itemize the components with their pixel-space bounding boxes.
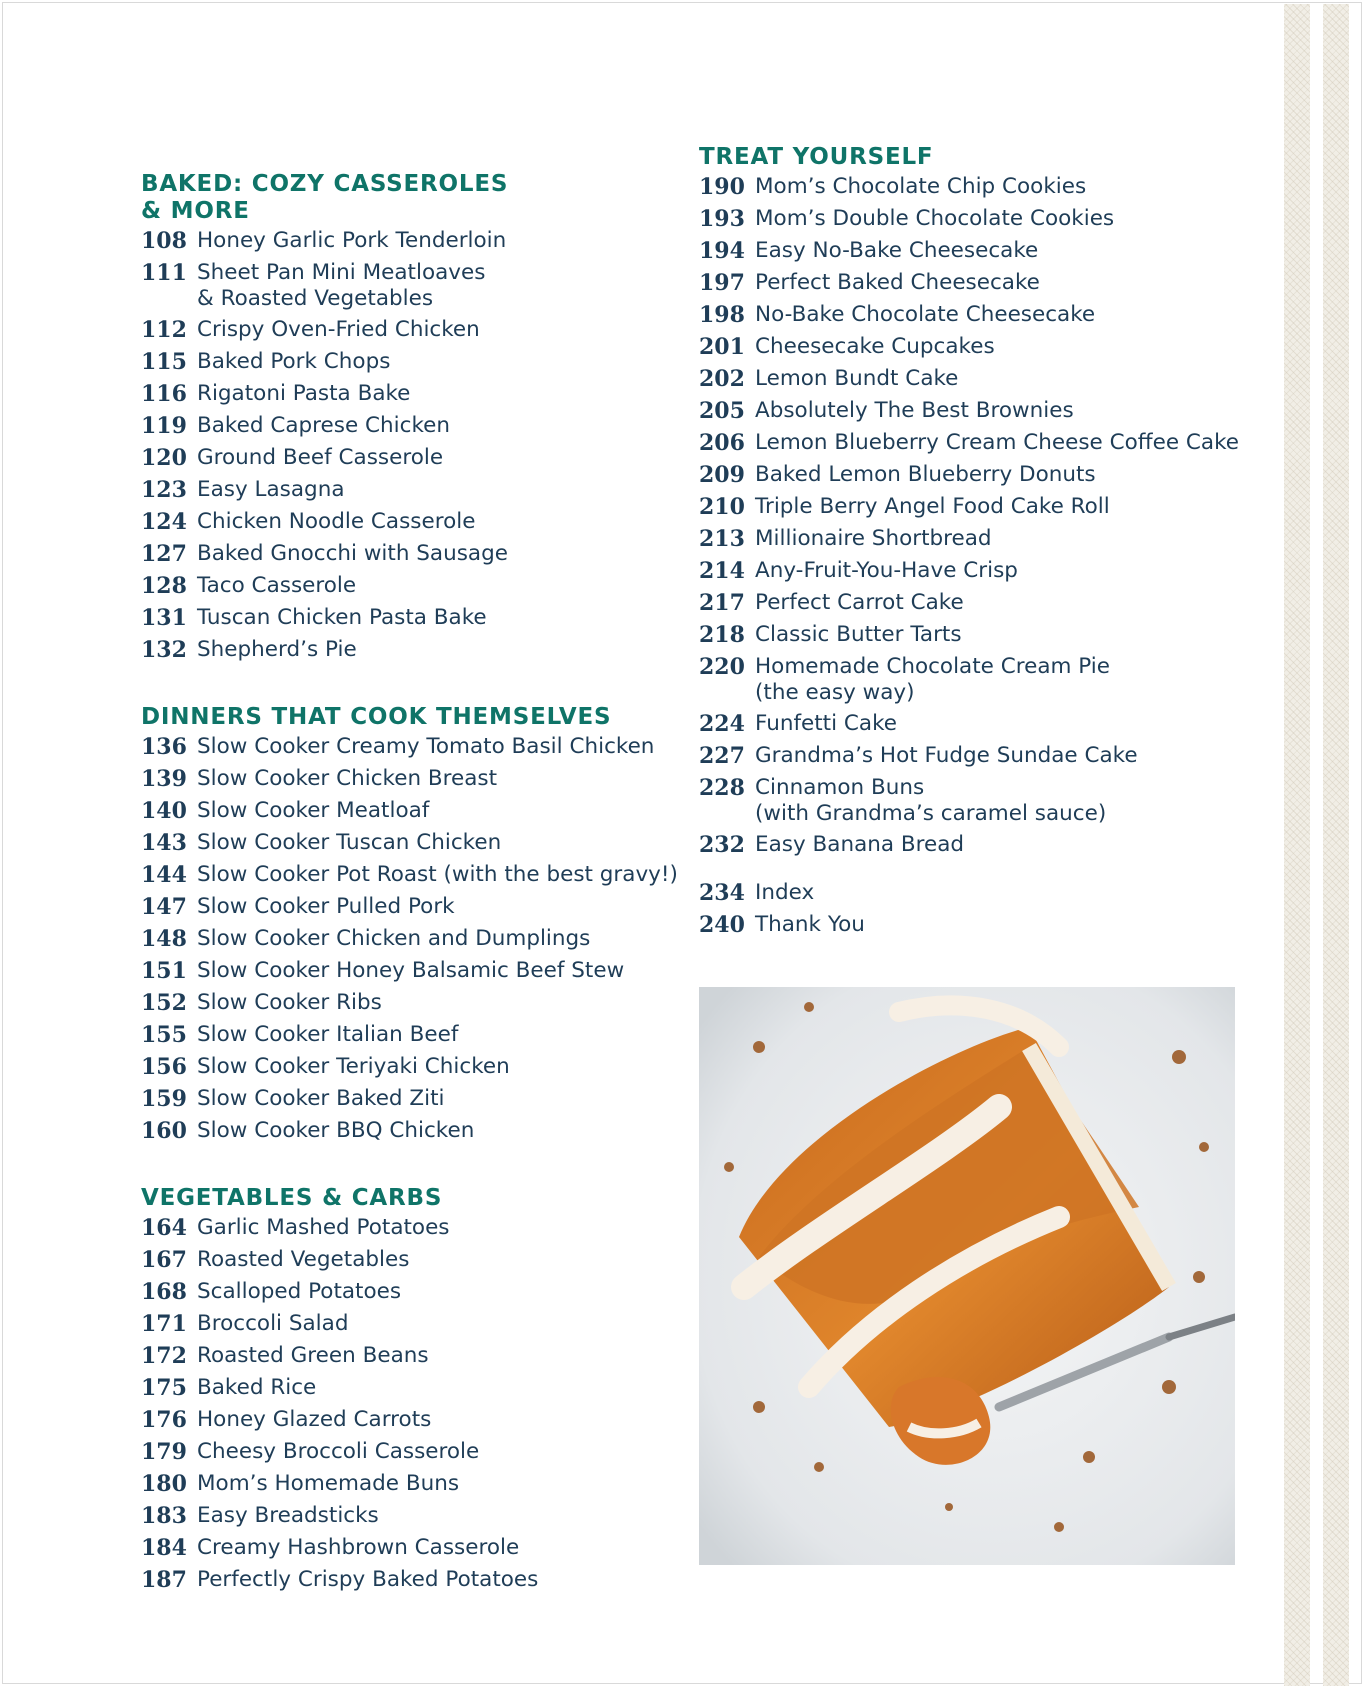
- page-number: 147: [141, 894, 187, 920]
- page-number: 152: [141, 990, 187, 1016]
- toc-entry: [699, 621, 1259, 653]
- entry-title: Chicken Noodle Casserole: [197, 509, 476, 534]
- page-number: 115: [141, 349, 187, 375]
- entry-list: [699, 173, 1259, 863]
- page-number: 234: [699, 880, 745, 906]
- toc-entry: [699, 742, 1259, 774]
- page-number: 193: [699, 206, 745, 232]
- page-number: 190: [699, 174, 745, 200]
- entry-title: Slow Cooker Teriyaki Chicken: [197, 1054, 510, 1079]
- entry-title: Slow Cooker Creamy Tomato Basil Chicken: [197, 734, 655, 759]
- toc-entry: [699, 493, 1259, 525]
- entry-title: Baked Pork Chops: [197, 349, 391, 374]
- entry-title: Taco Casserole: [197, 573, 357, 598]
- toc-entry: [141, 957, 681, 989]
- page-number: 179: [141, 1439, 187, 1465]
- page-number: 127: [141, 541, 187, 567]
- page-number: 167: [141, 1247, 187, 1273]
- page-number: 108: [141, 228, 187, 254]
- section-title-line: BAKED: COZY CASSEROLES & MORE: [141, 171, 509, 224]
- page-number: 124: [141, 509, 187, 535]
- page-number: 175: [141, 1375, 187, 1401]
- toc-entry: [699, 911, 1259, 943]
- page-number: 220: [699, 654, 745, 680]
- page-number: 136: [141, 734, 187, 760]
- toc-entry: [141, 540, 681, 572]
- entry-title: Lemon Blueberry Cream Cheese Coffee Cake: [755, 430, 1239, 455]
- toc-entry: [699, 557, 1259, 589]
- toc-entry: [141, 829, 681, 861]
- entry-title: Slow Cooker Tuscan Chicken: [197, 830, 502, 855]
- page-number: 119: [141, 413, 187, 439]
- entry-title: Roasted Vegetables: [197, 1247, 410, 1272]
- toc-entry: [699, 269, 1259, 301]
- page-number: 184: [141, 1535, 187, 1561]
- entry-title: Perfectly Crispy Baked Potatoes: [197, 1567, 539, 1592]
- toc-entry: [141, 316, 681, 348]
- toc-entry: [141, 476, 681, 508]
- page-number: 214: [699, 558, 745, 584]
- entry-title: Slow Cooker Pot Roast (with the best gravy!): [197, 862, 678, 887]
- toc-entry: [141, 1374, 681, 1406]
- toc-entry: [699, 429, 1259, 461]
- page-number: 187: [141, 1567, 187, 1593]
- page-number: 132: [141, 637, 187, 663]
- page-number: 140: [141, 798, 187, 824]
- page-number: 232: [699, 832, 745, 858]
- entry-title: Scalloped Potatoes: [197, 1279, 402, 1304]
- entry-title: Easy Breadsticks: [197, 1503, 379, 1528]
- page-number: 112: [141, 317, 187, 343]
- entry-title: Baked Rice: [197, 1375, 317, 1400]
- page-number: 155: [141, 1022, 187, 1048]
- entry-title: Garlic Mashed Potatoes: [197, 1215, 450, 1240]
- page-number: 128: [141, 573, 187, 599]
- page-number: 228: [699, 775, 745, 801]
- entry-title: Crispy Oven-Fried Chicken: [197, 317, 480, 342]
- toc-entry: [141, 259, 681, 316]
- section-vegetables: [141, 1185, 681, 1598]
- entry-title: Slow Cooker Honey Balsamic Beef Stew: [197, 958, 625, 983]
- section-dinners: [141, 704, 681, 1149]
- toc-entry: [141, 1246, 681, 1278]
- left-column: [141, 144, 681, 1634]
- entry-title: Tuscan Chicken Pasta Bake: [197, 605, 487, 630]
- toc-entry: [699, 774, 1259, 831]
- page-number: 209: [699, 462, 745, 488]
- page-number: 197: [699, 270, 745, 296]
- page-number: 116: [141, 381, 187, 407]
- page-number: 148: [141, 926, 187, 952]
- toc-entry: [141, 1502, 681, 1534]
- toc-entry: [699, 653, 1259, 710]
- entry-title: Classic Butter Tarts: [755, 622, 962, 647]
- entry-title: Absolutely The Best Brownies: [755, 398, 1074, 423]
- page-number: 171: [141, 1311, 187, 1337]
- toc-entry: [699, 333, 1259, 365]
- section-title: VEGETABLES & CARBS: [141, 1185, 443, 1211]
- entry-title: Funfetti Cake: [755, 711, 898, 736]
- entry-title: Broccoli Salad: [197, 1311, 349, 1336]
- entry-title: Cinnamon Buns (with Grandma’s caramel sauce): [755, 775, 1107, 826]
- entry-title: Roasted Green Beans: [197, 1343, 429, 1368]
- toc-entry: [699, 397, 1259, 429]
- entry-title: Sheet Pan Mini Meatloaves & Roasted Vegetables: [197, 260, 486, 311]
- entry-title: Ground Beef Casserole: [197, 445, 444, 470]
- page-number: 183: [141, 1503, 187, 1529]
- toc-entry: [141, 1406, 681, 1438]
- extra-entry-list: [699, 879, 1259, 943]
- toc-entry: [699, 301, 1259, 333]
- entry-title: Mom’s Chocolate Chip Cookies: [755, 174, 1087, 199]
- page-number: 240: [699, 912, 745, 938]
- page-number: 201: [699, 334, 745, 360]
- carrot-cake-illustration: [699, 987, 1235, 1565]
- entry-title: Easy Lasagna: [197, 477, 345, 502]
- page-number: 210: [699, 494, 745, 520]
- page-number: 224: [699, 711, 745, 737]
- entry-title: Honey Garlic Pork Tenderloin: [197, 228, 507, 253]
- toc-entry: [141, 893, 681, 925]
- page-number: 120: [141, 445, 187, 471]
- entry-title: No-Bake Chocolate Cheesecake: [755, 302, 1096, 327]
- entry-title: Homemade Chocolate Cream Pie (the easy way): [755, 654, 1110, 705]
- section-title: [141, 144, 681, 225]
- page-number: 198: [699, 302, 745, 328]
- entry-title: Slow Cooker Ribs: [197, 990, 382, 1015]
- toc-entry: [141, 348, 681, 380]
- entry-title: Cheesy Broccoli Casserole: [197, 1439, 480, 1464]
- decorative-stripe: [1284, 4, 1310, 1686]
- entry-title: Baked Gnocchi with Sausage: [197, 541, 508, 566]
- page-number: 168: [141, 1279, 187, 1305]
- toc-entry: [141, 1214, 681, 1246]
- decorative-stripe: [1323, 4, 1349, 1686]
- section-baked: [141, 144, 681, 668]
- toc-entry: [141, 1534, 681, 1566]
- entry-title: Cheesecake Cupcakes: [755, 334, 995, 359]
- toc-entry: [141, 227, 681, 259]
- toc-entry: [699, 710, 1259, 742]
- toc-entry: [141, 733, 681, 765]
- toc-entry: [141, 1021, 681, 1053]
- toc-entry: [141, 925, 681, 957]
- entry-title: Slow Cooker Chicken Breast: [197, 766, 498, 791]
- entry-title: Grandma’s Hot Fudge Sundae Cake: [755, 743, 1138, 768]
- page-number: 139: [141, 766, 187, 792]
- page-number: 218: [699, 622, 745, 648]
- entry-title: Triple Berry Angel Food Cake Roll: [755, 494, 1110, 519]
- toc-entry: [699, 525, 1259, 557]
- toc-entry: [141, 636, 681, 668]
- right-column: [699, 144, 1259, 943]
- page-number: 111: [141, 260, 187, 286]
- toc-entry: [699, 365, 1259, 397]
- entry-title: Mom’s Double Chocolate Cookies: [755, 206, 1115, 231]
- entry-title: Creamy Hashbrown Casserole: [197, 1535, 520, 1560]
- carrot-cake-photo: [699, 987, 1235, 1565]
- entry-list: [141, 733, 681, 1149]
- page-number: 164: [141, 1215, 187, 1241]
- entry-title: Easy Banana Bread: [755, 832, 965, 857]
- toc-entry: [141, 1310, 681, 1342]
- toc-entry: [141, 861, 681, 893]
- entry-title: Slow Cooker Baked Ziti: [197, 1086, 445, 1111]
- entry-title: Slow Cooker Pulled Pork: [197, 894, 455, 919]
- toc-entry: [141, 1053, 681, 1085]
- page-number: 217: [699, 590, 745, 616]
- entry-list: [141, 227, 681, 668]
- entry-title: Slow Cooker BBQ Chicken: [197, 1118, 475, 1143]
- page-number: 205: [699, 398, 745, 424]
- toc-entry: [141, 797, 681, 829]
- entry-title: Index: [755, 880, 815, 905]
- entry-title: Perfect Baked Cheesecake: [755, 270, 1040, 295]
- page-number: 206: [699, 430, 745, 456]
- entry-list: [141, 1214, 681, 1598]
- page-number: 213: [699, 526, 745, 552]
- entry-title: Slow Cooker Meatloaf: [197, 798, 430, 823]
- toc-entry: [141, 1438, 681, 1470]
- toc-entry: [699, 237, 1259, 269]
- entry-title: Honey Glazed Carrots: [197, 1407, 432, 1432]
- toc-entry: [699, 461, 1259, 493]
- section-title: TREAT YOURSELF: [699, 144, 934, 170]
- toc-entry: [699, 831, 1259, 863]
- toc-entry: [141, 1085, 681, 1117]
- entry-title: Rigatoni Pasta Bake: [197, 381, 411, 406]
- entry-title: Lemon Bundt Cake: [755, 366, 959, 391]
- toc-entry: [141, 1117, 681, 1149]
- page-number: 176: [141, 1407, 187, 1433]
- page-number: 194: [699, 238, 745, 264]
- toc-entry: [699, 879, 1259, 911]
- page-number: 159: [141, 1086, 187, 1112]
- page-number: 131: [141, 605, 187, 631]
- toc-entry: [141, 1566, 681, 1598]
- entry-title: Slow Cooker Chicken and Dumplings: [197, 926, 591, 951]
- page-number: 123: [141, 477, 187, 503]
- toc-entry: [141, 380, 681, 412]
- page-number: 144: [141, 862, 187, 888]
- entry-title: Slow Cooker Italian Beef: [197, 1022, 459, 1047]
- section-treats: [699, 144, 1259, 863]
- toc-entry: [141, 1470, 681, 1502]
- toc-entry: [141, 1342, 681, 1374]
- entry-title: Baked Caprese Chicken: [197, 413, 450, 438]
- entry-title: Perfect Carrot Cake: [755, 590, 964, 615]
- entry-title: Millionaire Shortbread: [755, 526, 992, 551]
- entry-title: Baked Lemon Blueberry Donuts: [755, 462, 1096, 487]
- section-title: DINNERS THAT COOK THEMSELVES: [141, 704, 612, 730]
- toc-entry: [699, 589, 1259, 621]
- page-number: 160: [141, 1118, 187, 1144]
- entry-title: Thank You: [755, 912, 865, 937]
- entry-title: Easy No-Bake Cheesecake: [755, 238, 1039, 263]
- toc-entry: [141, 604, 681, 636]
- toc-entry: [699, 205, 1259, 237]
- toc-entry: [141, 989, 681, 1021]
- page-number: 227: [699, 743, 745, 769]
- toc-entry: [141, 412, 681, 444]
- page-number: 180: [141, 1471, 187, 1497]
- page-number: 151: [141, 958, 187, 984]
- toc-entry: [141, 572, 681, 604]
- entry-title: Shepherd’s Pie: [197, 637, 357, 662]
- toc-entry: [699, 173, 1259, 205]
- entry-title: Any-Fruit-You-Have Crisp: [755, 558, 1018, 583]
- toc-entry: [141, 765, 681, 797]
- page-number: 156: [141, 1054, 187, 1080]
- page-number: 172: [141, 1343, 187, 1369]
- page-number: 202: [699, 366, 745, 392]
- toc-entry: [141, 508, 681, 540]
- entry-title: Mom’s Homemade Buns: [197, 1471, 460, 1496]
- toc-entry: [141, 444, 681, 476]
- page-number: 143: [141, 830, 187, 856]
- toc-entry: [141, 1278, 681, 1310]
